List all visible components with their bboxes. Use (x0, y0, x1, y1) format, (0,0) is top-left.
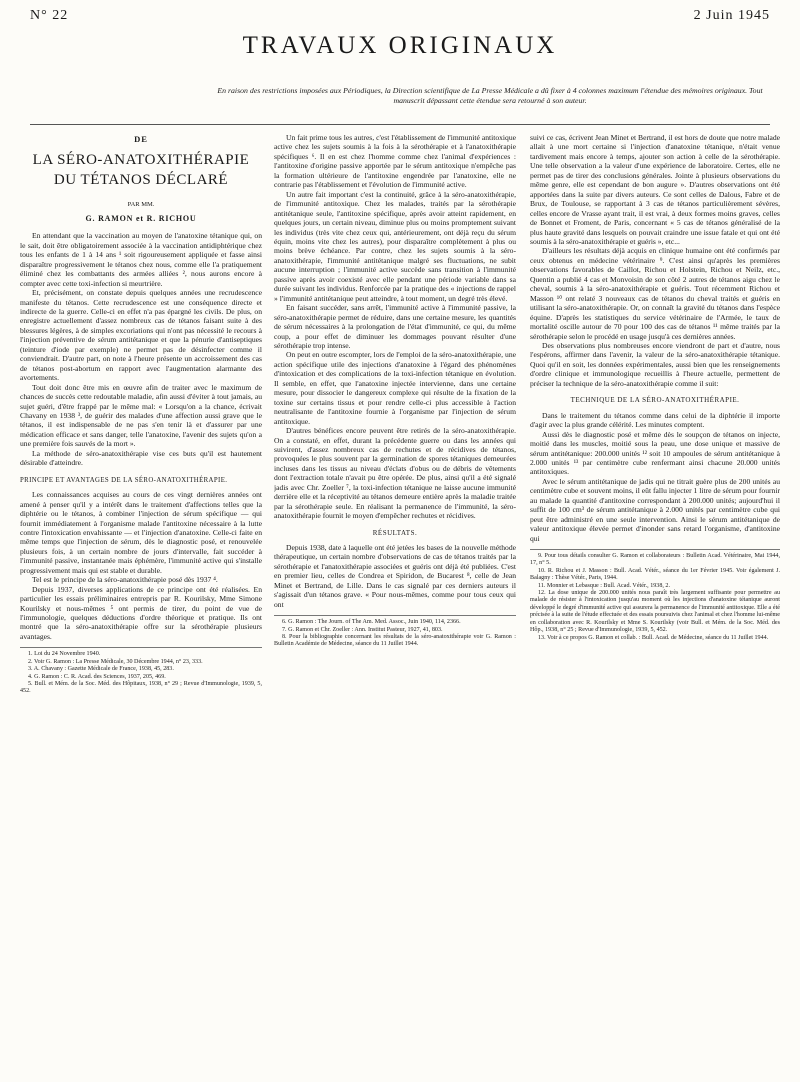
paragraph: Avec le sérum antitétanique de jadis qui ne titrait guère plus de 200 unités au centimètre cube et souvent moins, il eût fallu injecter 1 litre de sérum pour fournir au malade la quantité d'antitoxine correspondant à 200.000 unités; aujourd'hui il suffit de 100 cm³ de sérum antitétanique à 2.000 unités par centimètre cube qui peut être administré en une seule intervention. Ainsi le sérum antitétanique de valeur antitoxique élevée permet d'inonder sans retard l'organisme, d'antitoxine qui (530, 476, 780, 543)
section-heading: PRINCIPE ET AVANTAGES DE LA SÉRO-ANATOXITHÉRAPIE. (20, 476, 228, 484)
footnote: 11. Monnier et Lebasque : Bull. Acad. Vétér., 1938, 2. (538, 582, 671, 589)
article-heading (20, 135, 262, 223)
paragraph: Depuis 1937, diverses applications de ce principe ont été réalisées. En particulier les essais préliminaires entrepris par R. Kourilsky, Mme Simone Kourilsky et nous-mêmes ⁵ ont permis de tirer, du point de vue de l'immunologie, quelques déductions d'ordre théorique et pratique. Ils ont montré que la séro-anatoxithérapie offre sur la sérothérapie plusieurs avantages. (20, 584, 262, 641)
footnote: 4. G. Ramon : C. R. Acad. des Sciences, 1937, 205, 469. (28, 673, 166, 680)
column-3 (530, 133, 780, 1068)
section-heading: TECHNIQUE DE LA SÉRO-ANATOXITHÉRAPIE. (570, 396, 740, 405)
article-title-line-1: LA SÉRO-ANATOXITHÉRAPIE (32, 152, 250, 169)
paragraph: suivi ce cas, écrivent Jean Minet et Bertrand, il est hors de doute que notre malade allait à une mort certaine si l'injection d'anatoxine tétanique, n'était venue tardivement mais encore à temps, ajouter son action à celle de la sérothérapie. Une telle observation a la valeur d'une expérience de laboratoire. Certes, elle ne permet pas de tirer des conclusions générales. Jointe à plusieurs observations du même genre, elle est cependant de bon augure ». D'autres observations ont été apportées dans la suite par divers auteurs. Ce sont celles de Dalous, Fabre et de Brux, de Toulouse, se rapportant à 3 cas de tétanos particulièrement sévères, celles encore de Vrasse ayant trait, il est vrai, à deux formes moins graves, celles de Bonnet et Froment, de Paris, concernant « 5 cas de tétanos généralisé de la plus haute gravité dans lesquels on pouvait craindre une issue fatale et qui ont été soumis à la séro-anatoxithérapie et guéris », etc... (530, 133, 780, 246)
column-2 (274, 133, 516, 1068)
paragraph: Et, précisément, on constate depuis quelques années une recrudescence manifeste du tétanos. Cette recrudescence est une conséquence directe et indirecte de la guerre. Celle-ci en effet n'a pas épargné les civils. De plus, on enregistre actuellement d'assez nombreux cas de tétanos faisant suite à des blessures légères, à de simples excoriations qui n'ont pas nécessité le recours à l'injection préventive de sérum antitétanique et que la pénurie d'antiseptiques (teinture d'iode par exemple) ne permet pas de désinfecter comme il conviendrait. D'autre part, on note à l'heure présente un accroissement des cas de tétanos post-abortum en rapport avec l'augmentation alarmante des avortements. (20, 288, 262, 383)
paragraph: Des observations plus nombreuses encore viendront de part et d'autre, nous l'espérons, affirmer dans l'avenir, la valeur de la séro-anatoxithérapie tétanique. Quoi qu'il en soit, les données expérimentales, aussi bien que les renseignements d'ordre clinique et immunologique recueillis à l'heure actuelle, permettent de préciser la technique de la séro-anatoxithérapie comme il suit: (530, 340, 780, 388)
paragraph: On peut en outre escompter, lors de l'emploi de la séro-anatoxithérapie, une action spécifique utile des injections d'anatoxine à l'égard des phénomènes d'intoxication et des complications de la toxi-infection tétanique en évolution. Il semble, en effet, que l'anatoxine injectée intervienne, dans une certaine mesure, pour dissocier le dangereux complexe qui résulte de la fixation de la toxine sur certains tissus et pour rendre celle-ci plus accessible à l'action neutralisante de l'antitoxine fournie à l'organisme par l'injection de sérum antitoxique. (274, 350, 516, 426)
paragraph: Tout doit donc être mis en œuvre afin de traiter avec le maximum de chances de succès cette redoutable maladie, afin aussi d'éviter à tout jamais, au sujet guéri, d'être frappé par le même mal: « Lorsqu'on a la chance, écrivait Chavany en 1938 ³, de guérir des malades d'une affection aussi grave que le tétanos, il est indispensable de ne pas s'en tenir là et d'assurer par une médication efficace et sans danger, telle l'anatoxine, l'avenir des sujets qu'on a une première fois sauvés de la mort ». (20, 382, 262, 449)
column-1 (20, 133, 262, 1068)
issue-date: 2 Juin 1945 (693, 8, 770, 23)
section-title: TRAVAUX ORIGINAUX (242, 32, 558, 59)
editorial-notice: En raison des restrictions imposées aux Périodiques, la Direction scientifique de La Presse Médicale a dû fixer à 4 colonnes maximum l'étendue des mémoires originaux. Tout manuscrit dépassant cette étendue sera retourné à son auteur. (217, 86, 763, 105)
paragraph: En attendant que la vaccination au moyen de l'anatoxine tétanique qui, on le sait, doit être obligatoirement associée à la vaccination antidiphtérique chez tous les enfants de 1 à 14 ans ¹ soit rigoureusement appliquée et fasse ainsi disparaître progressivement le tétanos chez nous, comme elle l'a pratiquement éliminé chez les combattants des armées alliées ², nous aurons encore à compter avec cette toxi-infection si meurtrière. (20, 231, 262, 288)
footnote: 7. G. Ramon et Chr. Zoeller : Ann. Institut Pasteur, 1927, 41, 803. (282, 626, 443, 633)
footnote: 9. Pour tous détails consulter G. Ramon et collaborateurs : Bulletin Acad. Vétérinaire, Mai 1944, 17, n° 5. (530, 553, 780, 567)
footnote: 1. Loi du 24 Novembre 1940. (28, 651, 101, 658)
section-heading: RÉSULTATS. (372, 528, 418, 537)
issue-number: N° 22 (30, 8, 69, 23)
footnote: 10. R. Richou et J. Masson : Bull. Acad. Vétér., séance du 1er Février 1945. Voir également J. Balagny : Thèse Vétér., Paris, 1944. (530, 567, 780, 582)
paragraph: D'autres bénéfices encore peuvent être retirés de la séro-anatoxithérapie. On a constaté, en effet, durant la précédente guerre ou dans les années qui suivirent, d'assez nombreux cas de rechutes et de récidives de tétanos, provoquées le plus souvent par la germination de spores tétaniques demeurées incluses dans les tissus au niveau d'éclats d'obus ou de débris de vêtements dont l'extraction totale n'avait pu être opérée. De plus, ainsi qu'il a été signalé jadis avec Chr. Zoeller ⁷, la toxi-infection tétanique ne laisse aucune immunité derrière elle et la réceptivité au tétanos demeure entière après la maladie traitée par la sérothérapie seule. En réalisant la permanence de l'immunité, la séro-anatoxithérapie fournit le moyen d'empêcher rechutes et récidives. (274, 426, 516, 521)
paragraph: Un fait prime tous les autres, c'est l'établissement de l'immunité antitoxique active chez les sujets soumis à la fois à la sérothérapie et à l'anatoxithérapie spécifiques ⁶. Il en est chez l'homme comme chez l'animal d'expériences : l'antitoxine d'origine passive apportée par le sérum antitoxique n'empêche pas la formation ultérieure de l'antitoxine engendrée par l'anatoxine, elle ne contrarie pas l'établissement et l'évolution de l'immunité active. (274, 133, 516, 190)
footnote: 13. Voir à ce propos G. Ramon et collab. : Bull. Acad. de Médecine, séance du 11 Juillet 1944. (538, 634, 769, 641)
paragraph: Aussi dès le diagnostic posé et même dès le soupçon de tétanos on injecte, moitié dans les muscles, moitié sous la peau, une dose unique et massive de sérum antitétanique: 200.000 unités ¹² soit 10 ampoules de sérum antitétanique à 2.000 unités ¹³ par centimètre cube renfermant ainsi chacune 20.000 unités antitoxiques. (530, 429, 780, 477)
footnote: 8. Pour la bibliographie concernant les résultats de la séro-anatoxithérapie voir G. Ramon : Bulletin Académie de Médecine, séance du 11 Juillet 1944. (274, 634, 516, 648)
paragraph: Tel est le principe de la séro-anatoxithérapie posé dès 1937 ⁴. (32, 575, 218, 585)
footnote: 12. La dose unique de 200.000 unités nous paraît très largement suffisante pour permettre au malade de résister à l'intoxication jusqu'au moment où les injections d'anatoxine tétanique auront développé le degré d'immunité active qui assurera la permanence de l'immunité antitoxique. Elle a été précisée à la suite de l'étude effectuée et des essais poursuivis chez l'animal et chez l'homme lui-même en collaboration avec R. Kourilsky et Mme S. Kourilsky (voir Bull. et Mém. de la Soc. Méd. des Hôp., 1938, n° 25 ; Revue d'Immunologie, 1939, 5, 452. (530, 590, 780, 634)
paragraph: Un autre fait important c'est la continuité, grâce à la séro-anatoxithérapie, de l'immunité antitoxique. Chez les malades, traités par la sérothérapie antitétanique seule, l'antitoxine spécifique, après avoir atteint rapidement, en quelques jours, un certain niveau, diminue plus ou moins promptement suivant les individus (très vite chez ceux qui, antérieurement, ont déjà reçu du sérum équin, moins vite chez les autres), pour disparaître complètement à plus ou moins brève échéance. Par contre, chez les sujets soumis à la séro-anatoxithérapie, l'immunité antitétanique malgré ses fluctuations, ne subit aucune interruption ; l'immunité active succède sans transition à l'immunité passive après avoir coexisté avec elle pendant une période variable dans sa durée suivant les individus. Renforcée par la pratique des « injections de rappel » l'immunité antitétanique peut atteindre, à tout moment, un degré très élevé. (274, 189, 516, 303)
footnotes (274, 615, 516, 649)
footnotes (530, 549, 780, 642)
footnote: 6. G. Ramon : The Journ. of The Am. Med. Assoc., Juin 1940, 114, 2366. (282, 619, 461, 626)
paragraph: D'ailleurs les résultats déjà acquis en clinique humaine ont été confirmés par ceux obtenus en médecine vétérinaire ⁹. C'est ainsi qu'après les premières observations favorables de Caillot, Richou et Holstein, Richou et Neilz, etc., Quentin a publié 4 cas et Monvoisin de son côté 2 autres de tétanos aigu chez le cheval, soumis à la séro-anatoxithérapie et guéris. Tout récemment Richou et Masson ¹⁰ ont relaté 3 nouveaux cas de tétanos du cheval traités et guéris en utilisant la séro-anatoxithérapie. Or, on connaît la gravité du tétanos dans l'espèce équine. D'après les statistiques du service vétérinaire de l'Armée, le taux de mortalité oscille autour de 70 pour 100 des cas de tétanos ¹¹ même traités par la sérothérapie selon le procédé en usage jusqu'à ces dernières années. (530, 246, 780, 341)
header-rule (30, 124, 770, 125)
footnotes (20, 647, 262, 695)
article-title-line-2: DU TÉTANOS DÉCLARÉ (53, 172, 229, 189)
footnote: 3. A. Chavany : Gazette Médicale de France, 1938, 45, 283. (28, 666, 174, 673)
paragraph: Dans le traitement du tétanos comme dans celui de la diphtérie il importe d'agir avec la plus grande célérité. Les minutes comptent. (530, 410, 780, 430)
paragraph: En faisant succéder, sans arrêt, l'immunité active à l'immunité passive, la séro-anatoxithérapie permet de réduire, dans une certaine mesure, les quantités de sérum nécessaires à la prolongation de l'état d'immunité, ce qui, du même coup, a pour effet de diminuer les dommages pouvant résulter d'une sérothérapie trop intense. (274, 303, 516, 350)
page-header (30, 8, 770, 28)
authors: G. RAMON et R. RICHOU (85, 213, 197, 223)
paragraph: Depuis 1938, date à laquelle ont été jetées les bases de la nouvelle méthode thérapeutique, un certain nombre d'observations de cas de tétanos traités par la sérothérapie et l'anatoxithérapie associées et guéris ont déjà été publiées. C'est en premier lieu, celles de Condrea et Spiridon, de Bucarest ⁸, celle de Jean Minet et Bertrand, de Lille. Dans le cas signalé par ces derniers auteurs il s'agissait d'un tétanos grave. « Pour nous-mêmes, comme pour tous ceux qui ont (274, 543, 516, 609)
footnote: 5. Bull. et Mém. de la Soc. Méd. des Hôpitaux, 1938, n° 29 ; Revue d'Immunologie, 1939, 5, 452. (20, 681, 262, 695)
paragraph: La méthode de séro-anatoxithérapie vise ces buts qu'il est hautement désirable d'atteindre. (20, 448, 262, 468)
byline-prefix: PAR MM. (127, 201, 155, 209)
article-title-prefix: DE (134, 134, 148, 144)
footnote: 2. Voir G. Ramon : La Presse Médicale, 30 Décembre 1944, n° 23, 333. (28, 658, 203, 665)
paragraph: Les connaissances acquises au cours de ces vingt dernières années ont amené à penser qu'il y a intérêt dans le traitement d'affections telles que la diphtérie ou le tétanos, à combiner l'injection de sérum spécifique — qui fournit immédiatement à l'organisme malade l'antitoxine nécessaire à la lutte contre l'intoxication envahissante — et l'injection d'anatoxine. Celle-ci faite en même temps que l'injection de sérum, dès le diagnostic posé, et renouvelée plusieurs fois, à un certain nombre de jours d'intervalle, fait succéder à l'immunité passive, instantanée mais éphémère, l'immunité active qui s'installe progressivement mais qui est stable et durable. (20, 490, 262, 575)
